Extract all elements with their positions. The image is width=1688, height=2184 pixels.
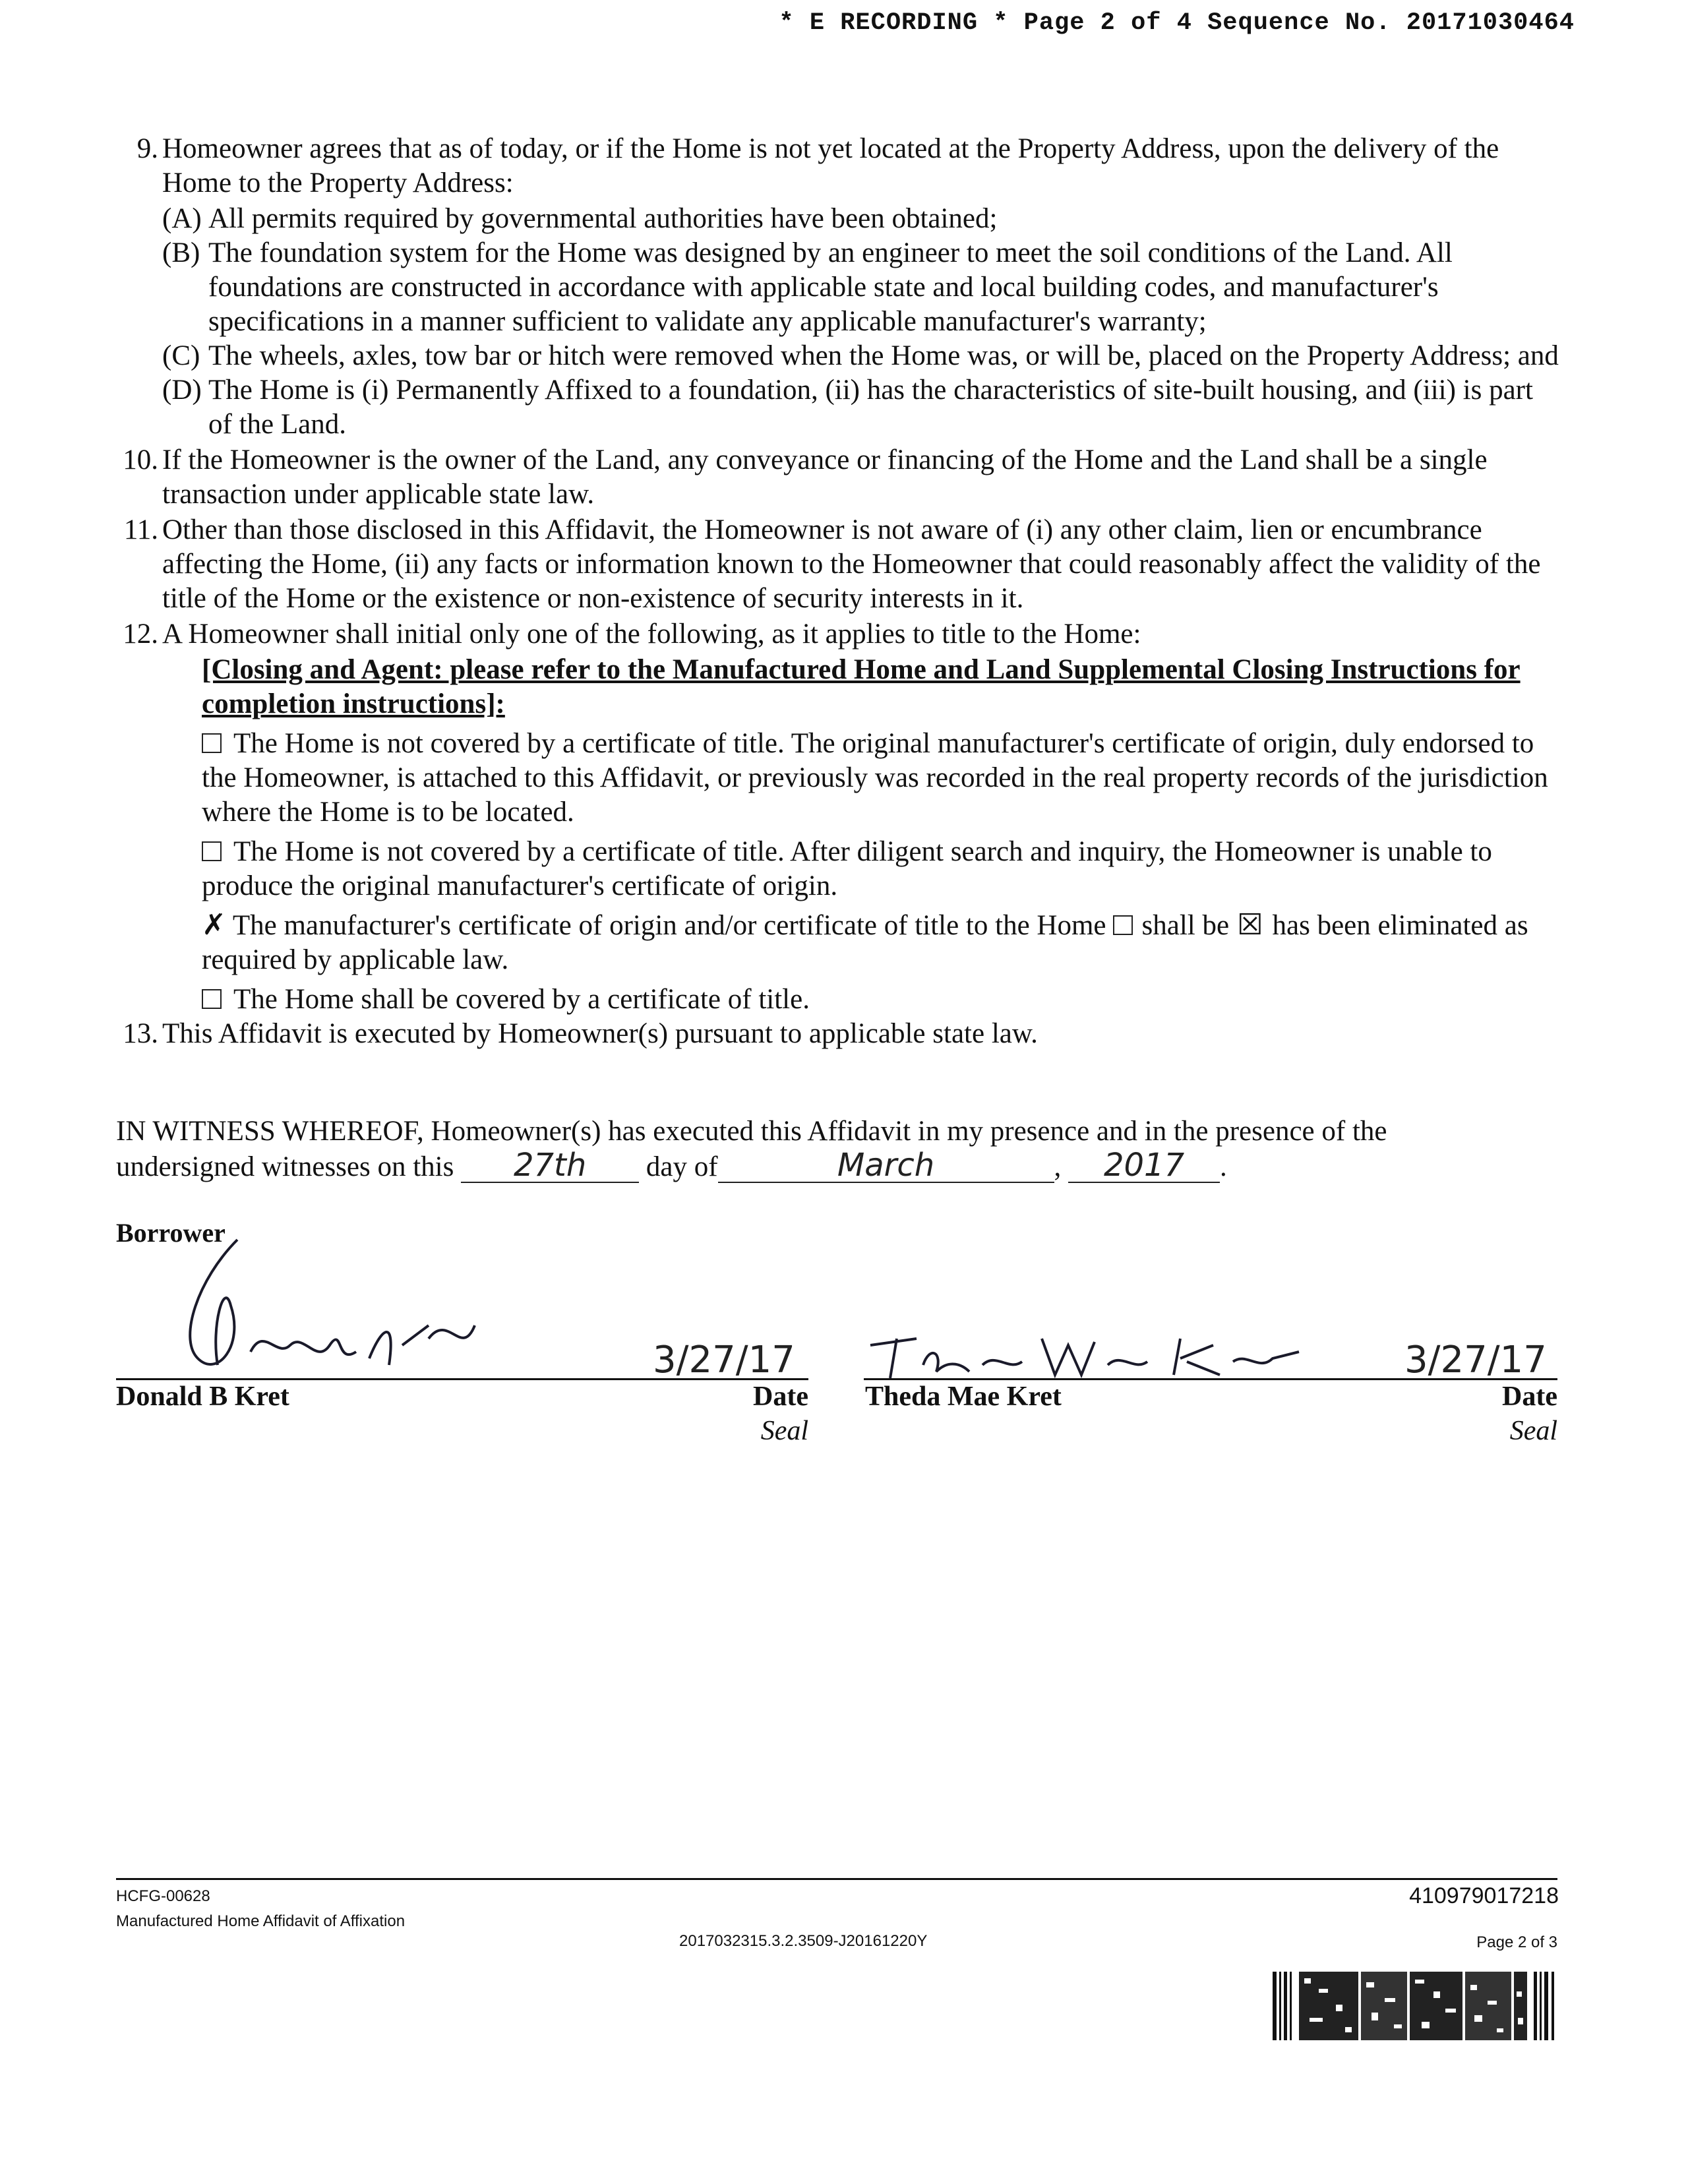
subclause-c [162,339,1561,373]
period: . [1220,1151,1227,1182]
subclause-text: All permits required by governmental authorities have been obtained; [208,203,998,234]
option-4-checkbox[interactable] [202,989,222,1009]
title-options [202,653,1561,1017]
witness-line-1: IN WITNESS WHEREOF, Homeowner(s) has executed this Affidavit in my presence and in the presence of the [116,1116,1387,1147]
date-label-theda: Date [1502,1381,1557,1412]
clause-text: If the Homeowner is the owner of the Land, any conveyance or financing of the Home and the Land shall be a single transaction under applicable state law. [162,444,1488,510]
option-3-initialed-check-icon[interactable]: ✗ [202,908,226,942]
document-code: 2017032315.3.2.3509-J20161220Y [679,1932,928,1950]
borrower-label: Borrower [116,1218,226,1248]
subclause-text: The Home is (i) Permanently Affixed to a foundation, (ii) has the characteristics of site-built housing, and (iii) is part of the Land. [208,375,1533,440]
option-2-text: The Home is not covered by a certificate of title. After diligent search and inquiry, the Homeowner is unable to produce the original manufacturer's certificate of origin. [202,836,1492,901]
clause-text: A Homeowner shall initial only one of the following, as it applies to title to the Home: [162,619,1141,650]
signature-date-donald: 3/27/17 [653,1339,795,1381]
witness-text: undersigned witnesses on this [116,1151,454,1182]
witness-line-2 [116,1149,1567,1184]
subclause-text: The foundation system for the Home was designed by an engineer to meet the soil conditions of the Land. All foundations are constructed in accordance with applicable state and local building codes, and manufacturer's specifications in a manner sufficient to validate any applicable manufacturer's warranty; [208,237,1453,337]
clause-number: 10. [123,444,158,475]
clause-number: 13. [123,1018,158,1049]
option-4 [202,983,1561,1017]
witness-statement [116,1114,1567,1184]
signature-date-theda: 3/27/17 [1404,1339,1547,1381]
subclauses [116,202,1561,442]
signer-name-donald: Donald B Kret [116,1381,289,1412]
subclause-d [162,373,1561,442]
option-2 [202,835,1561,903]
clause-10 [116,443,1561,512]
seal-label-donald: Seal [760,1416,808,1446]
form-id: HCFG-00628 [116,1887,210,1905]
signer-name-theda: Theda Mae Kret [865,1381,1062,1412]
clause-number: 12. [123,619,158,650]
subclause-a [162,202,1561,236]
footer-rule [116,1878,1557,1880]
subclause-label: (C) [162,340,200,371]
page-number: Page 2 of 3 [1476,1933,1557,1951]
clause-text: Other than those disclosed in this Affidavit, the Homeowner is not aware of (i) any other claim, lien or encumbrance affecting the Home, (ii) any facts or information known to the Homeowner that could reasonably affect the validity of the title of the Home or the existence or non-existence of security interests in it. [162,514,1541,614]
clause-9 [116,132,1561,200]
option-3-has-been: has been eliminated as required by applicable law. [202,910,1528,975]
subclause-label: (B) [162,237,200,268]
comma: , [1054,1151,1062,1182]
form-title: Manufactured Home Affidavit of Affixation [116,1912,406,1930]
option-2-checkbox[interactable] [202,841,222,861]
month-field[interactable]: March [718,1149,1054,1183]
subclause-label: (D) [162,375,202,406]
option-4-text: The Home shall be covered by a certificate of title. [233,984,810,1015]
clause-text: This Affidavit is executed by Homeowner(s) pursuant to applicable state law. [162,1018,1038,1049]
option-3-text: The manufacturer's certificate of origin and/or certificate of title to the Home [232,910,1106,941]
subclause-text: The wheels, axles, tow bar or hitch were removed when the Home was, or will be, placed on the Property Address; and [208,340,1559,371]
subclause-label: (A) [162,203,202,234]
affidavit-body [116,132,1561,1052]
closing-agent-note: [Closing and Agent: please refer to the Manufactured Home and Land Supplemental Closing Instructions for completion instructions]: [202,654,1521,719]
option-3-shall-be: shall be [1141,910,1230,941]
subclause-b [162,236,1561,339]
shall-be-checkbox[interactable] [1113,915,1133,935]
option-1-text: The Home is not covered by a certificate of title. The original manufacturer's certificate of origin, duly endorsed to the Homeowner, is attached to this Affidavit, or previously was recorded in the real property records of the jurisdiction where the Home is to be located. [202,728,1548,828]
day-field[interactable]: 27th [461,1149,639,1183]
has-been-checked-icon[interactable]: ☒ [1237,908,1263,942]
clause-number: 11. [123,514,158,545]
loan-number: 410979017218 [1409,1883,1559,1908]
option-1-checkbox[interactable] [202,733,222,753]
clause-number: 9. [136,133,158,164]
clause-12 [116,617,1561,652]
theda-signature-scrawl [864,1325,1312,1385]
year-field[interactable]: 2017 [1068,1149,1220,1183]
barcode-icon [1273,1972,1557,2040]
donald-signature-scrawl [119,1227,488,1398]
clause-text: Homeowner agrees that as of today, or if the Home is not yet located at the Property Address, upon the delivery of the Home to the Property Address: [162,133,1499,198]
seal-label-theda: Seal [1509,1416,1557,1446]
recording-stamp: * E RECORDING * Page 2 of 4 Sequence No. 20171030464 [779,9,1575,37]
clause-11 [116,513,1561,616]
date-label-donald: Date [753,1381,808,1412]
option-3 [202,909,1561,977]
clause-13 [116,1017,1561,1051]
day-of-text: day of [646,1151,718,1182]
option-1 [202,727,1561,830]
